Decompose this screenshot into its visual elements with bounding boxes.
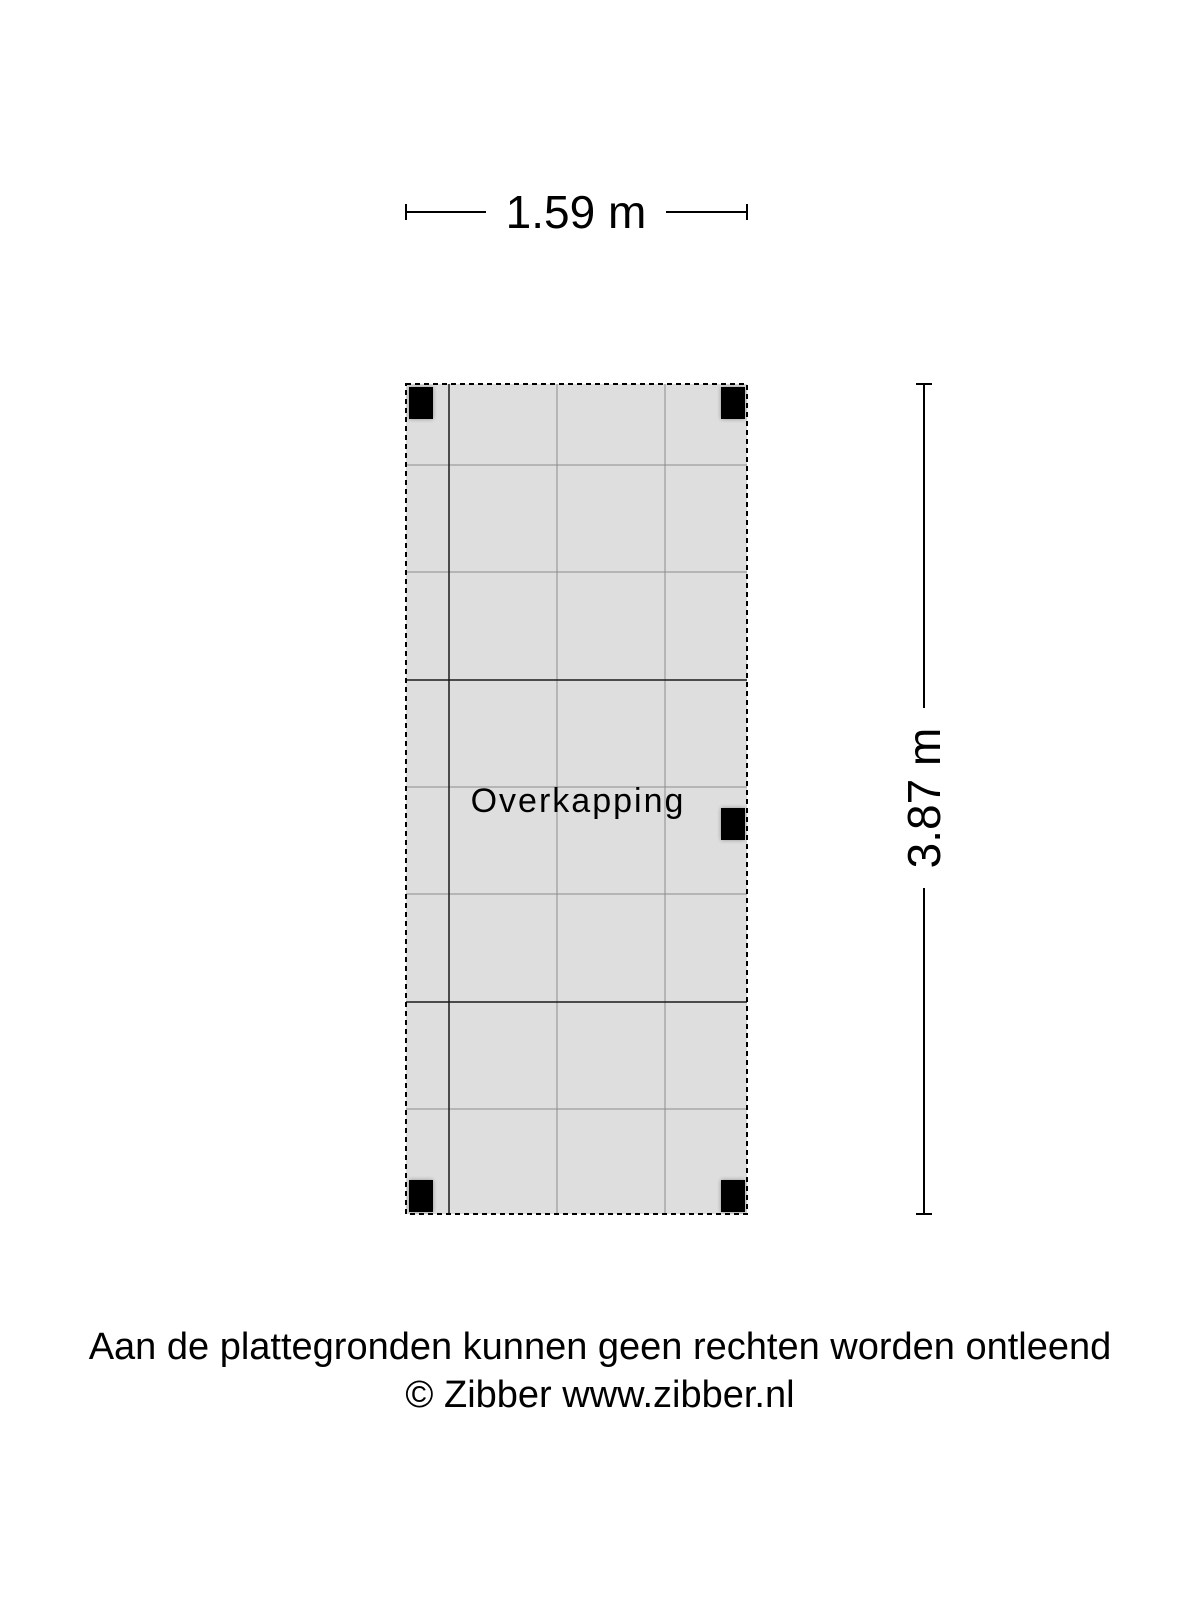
post-top-left bbox=[409, 387, 433, 419]
post-middle-right bbox=[721, 808, 745, 840]
width-dimension bbox=[406, 186, 747, 238]
width-label: 1.59 m bbox=[505, 186, 647, 238]
post-top-right bbox=[721, 387, 745, 419]
height-label: 3.87 m bbox=[898, 727, 950, 869]
copyright-text: © Zibber www.zibber.nl bbox=[405, 1374, 795, 1416]
post-bottom-right bbox=[721, 1180, 745, 1212]
disclaimer-text: Aan de plattegronden kunnen geen rechten worden ontleend bbox=[88, 1326, 1112, 1368]
room-overkapping bbox=[406, 384, 747, 1214]
post-bottom-left bbox=[409, 1180, 433, 1212]
room-label: Overkapping bbox=[470, 782, 686, 820]
height-dimension bbox=[898, 384, 950, 1214]
